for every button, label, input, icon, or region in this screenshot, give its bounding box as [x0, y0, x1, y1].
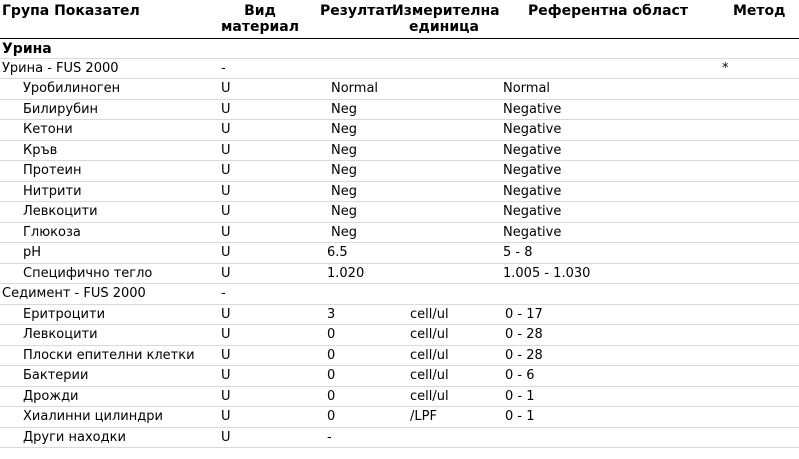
test-reference: 0 - 28	[505, 347, 543, 363]
test-name: Бактерии	[23, 368, 89, 383]
test-result: Neg	[331, 204, 357, 219]
test-reference: 0 - 28	[505, 327, 543, 342]
test-reference: Negative	[503, 163, 562, 178]
test-name: Билирубин	[23, 101, 99, 117]
header-unit: Измерителна единица	[392, 3, 500, 35]
test-reference: 5 - 8	[503, 245, 533, 260]
test-reference: Negative	[503, 142, 562, 158]
table-row	[0, 346, 799, 367]
table-row	[0, 161, 799, 182]
test-unit: cell/ul	[410, 388, 449, 404]
test-material: U	[221, 204, 231, 219]
test-unit: cell/ul	[410, 347, 449, 363]
test-material: U	[221, 245, 231, 260]
test-reference: 0 - 17	[505, 306, 543, 322]
test-material: U	[221, 368, 231, 383]
test-name: Левкоцити	[23, 327, 98, 342]
table-row	[0, 428, 799, 449]
table-row	[0, 325, 799, 346]
test-reference: 0 - 1	[505, 388, 535, 404]
test-result: 0	[327, 327, 336, 342]
test-reference: 1.005 - 1.030	[503, 265, 591, 281]
header-material: Вид материал	[220, 3, 300, 35]
test-name: Специфично тегло	[23, 265, 153, 281]
section-row	[0, 38, 799, 59]
table-row	[0, 407, 799, 428]
test-reference: Negative	[503, 101, 562, 117]
table-header	[0, 0, 799, 38]
test-unit: cell/ul	[410, 327, 449, 342]
test-material: U	[221, 306, 231, 322]
test-name: Кетони	[23, 122, 73, 137]
test-reference: 0 - 6	[505, 368, 535, 383]
test-material: U	[221, 183, 231, 199]
test-name: Глюкоза	[23, 224, 81, 240]
test-name: Дрожди	[23, 388, 79, 404]
test-material: U	[221, 409, 231, 424]
table-row	[0, 141, 799, 162]
test-name: Протеин	[23, 163, 82, 178]
test-material: U	[221, 327, 231, 342]
test-reference: 0 - 1	[505, 409, 535, 424]
group-name: Седимент - FUS 2000	[2, 286, 146, 301]
header-reference: Референтна област	[528, 3, 688, 19]
test-material: U	[221, 224, 231, 240]
table-row	[0, 120, 799, 141]
group-material: -	[221, 60, 226, 76]
test-material: U	[221, 101, 231, 117]
test-material: U	[221, 81, 231, 96]
test-material: U	[221, 347, 231, 363]
header-method: Метод	[733, 3, 786, 19]
table-row	[0, 366, 799, 387]
test-name: Други находки	[23, 429, 126, 445]
test-name: Левкоцити	[23, 204, 98, 219]
test-material: U	[221, 142, 231, 158]
test-result: Neg	[331, 101, 357, 117]
test-material: U	[221, 163, 231, 178]
test-result: 0	[327, 368, 336, 383]
group-name: Урина - FUS 2000	[2, 60, 119, 76]
test-result: Neg	[331, 122, 357, 137]
test-result: Neg	[331, 224, 357, 240]
header-result: Резултат	[320, 3, 393, 19]
test-material: U	[221, 429, 231, 445]
section-title: Урина	[2, 41, 52, 57]
table-row	[0, 264, 799, 285]
table-row	[0, 243, 799, 264]
group-material: -	[221, 286, 226, 301]
test-result: Neg	[331, 163, 357, 178]
test-reference: Negative	[503, 204, 562, 219]
table-row	[0, 182, 799, 203]
test-result: Neg	[331, 183, 357, 199]
group-row	[0, 59, 799, 80]
test-unit: cell/ul	[410, 368, 449, 383]
header-group: Група Показател	[2, 3, 140, 19]
test-name: pH	[23, 245, 42, 260]
test-material: U	[221, 122, 231, 137]
table-row	[0, 202, 799, 223]
test-result: 0	[327, 409, 336, 424]
test-name: Хиалинни цилиндри	[23, 409, 163, 424]
test-material: U	[221, 388, 231, 404]
test-result: Neg	[331, 142, 357, 158]
test-material: U	[221, 265, 231, 281]
table-row	[0, 79, 799, 100]
test-reference: Negative	[503, 224, 562, 240]
table-row	[0, 223, 799, 244]
table-row	[0, 305, 799, 326]
group-row	[0, 284, 799, 305]
table-row	[0, 387, 799, 408]
test-name: Уробилиноген	[23, 81, 121, 96]
test-result: 6.5	[327, 245, 348, 260]
group-method: *	[722, 60, 729, 76]
test-unit: cell/ul	[410, 306, 449, 322]
test-unit: /LPF	[410, 409, 437, 424]
test-result: Normal	[331, 81, 379, 96]
test-name: Еритроцити	[23, 306, 106, 322]
results-table	[0, 38, 799, 448]
test-name: Нитрити	[23, 183, 82, 199]
test-reference: Negative	[503, 122, 562, 137]
test-name: Кръв	[23, 142, 58, 158]
test-name: Плоски епителни клетки	[23, 347, 195, 363]
test-reference: Negative	[503, 183, 562, 199]
test-result: 3	[327, 306, 336, 322]
test-result: -	[327, 429, 332, 445]
test-result: 0	[327, 388, 336, 404]
table-row	[0, 100, 799, 121]
test-result: 0	[327, 347, 336, 363]
test-result: 1.020	[327, 265, 365, 281]
test-reference: Normal	[503, 81, 551, 96]
